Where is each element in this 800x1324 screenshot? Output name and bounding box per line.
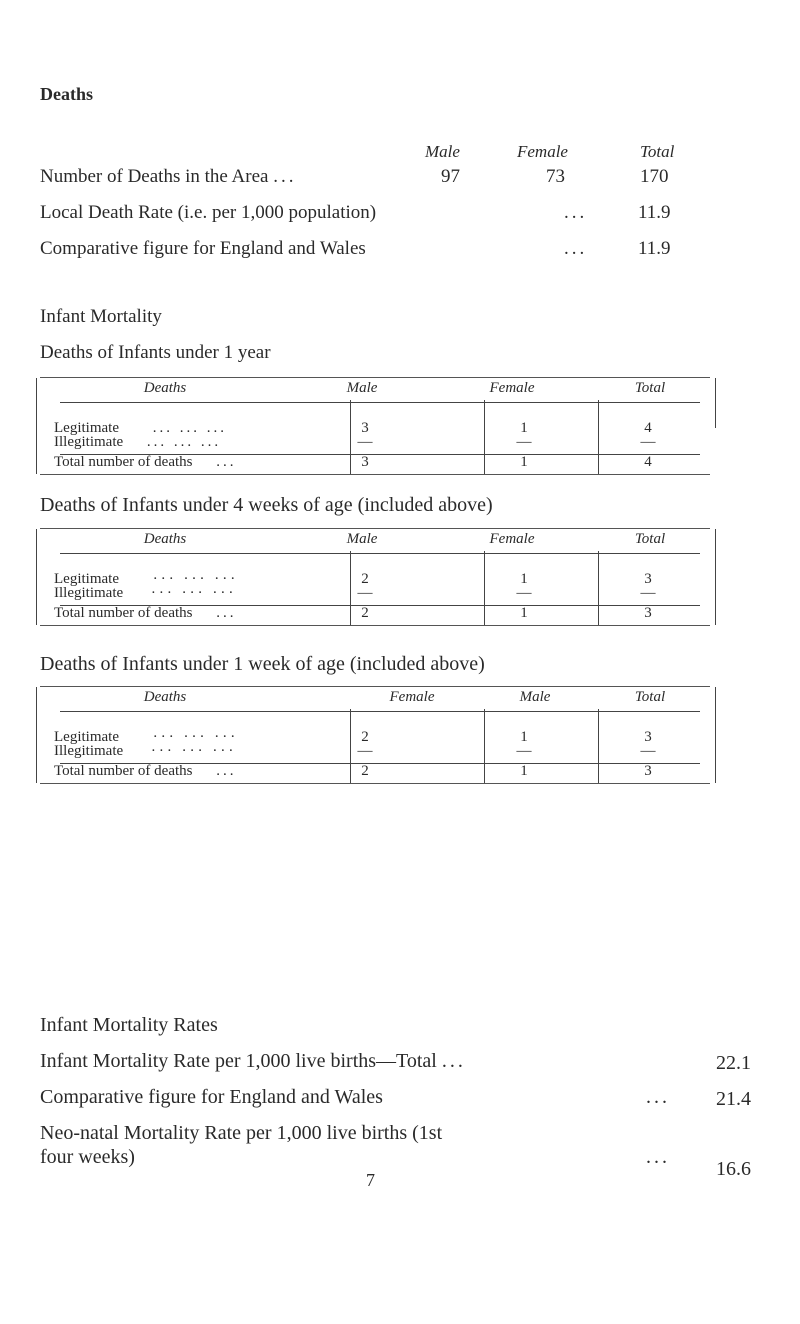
- table-border: [36, 529, 37, 625]
- col-header-male: Male: [346, 531, 378, 547]
- rate-line-infant-mortality: [40, 1050, 466, 1073]
- col-header-deaths: Deaths: [143, 531, 187, 547]
- row-label-total: Total number of deaths ...: [54, 454, 237, 470]
- dot-leader: ...: [646, 1086, 670, 1108]
- infant-mortality-heading: Infant Mortality: [40, 306, 162, 327]
- illegitimate-male: —: [357, 434, 373, 450]
- col-header-total: Total: [634, 689, 666, 705]
- comparative-rate-value: 11.9: [638, 238, 671, 259]
- rate-label: Comparative figure for England and Wales: [40, 1086, 383, 1108]
- rate-value-infant-mortality: 22.1: [716, 1052, 751, 1074]
- table-border: [36, 687, 37, 783]
- total-male: 3: [361, 454, 369, 470]
- page-heading: Deaths: [40, 84, 93, 104]
- rate-label: Infant Mortality Rate per 1,000 live births—Total: [40, 1050, 437, 1072]
- legitimate-male: 3: [361, 420, 369, 436]
- header-rule: [60, 402, 700, 403]
- row-label-legitimate: Legitimate ··· ··· ···: [54, 571, 239, 587]
- dot-leader: ...: [646, 1146, 670, 1168]
- legitimate-total: 4: [644, 420, 652, 436]
- legitimate-male: 1: [520, 729, 528, 745]
- total-female: 1: [520, 605, 528, 621]
- table3-title: Deaths of Infants under 1 week of age (included above): [40, 653, 485, 675]
- table-border: [36, 378, 37, 474]
- illegitimate-total: —: [640, 585, 656, 601]
- summary-row-death-rate: [40, 202, 376, 224]
- col-header-deaths: Deaths: [143, 689, 187, 705]
- row-label-illegitimate: Illegitimate ··· ··· ···: [54, 585, 237, 601]
- rate-label: Neo-natal Mortality Rate per 1,000 live births (1st: [40, 1122, 443, 1144]
- illegitimate-female: —: [516, 434, 532, 450]
- table-infants-under-1-week: [40, 686, 710, 784]
- row-label-total: Total number of deaths ...: [54, 605, 237, 621]
- total-male: 1: [520, 763, 528, 779]
- table-border: [715, 687, 716, 783]
- death-rate-value: 11.9: [638, 202, 671, 223]
- row-label-illegitimate: Illegitimate ... ... ...: [54, 434, 222, 450]
- legitimate-total: 3: [644, 571, 652, 587]
- summary-row-comparative: [40, 238, 366, 260]
- legitimate-female: 2: [361, 729, 369, 745]
- header-rule: [60, 553, 700, 554]
- row-label-total: Total number of deaths ...: [54, 763, 237, 779]
- table-infants-under-4-weeks: [40, 528, 710, 626]
- table1-title: Deaths of Infants under 1 year: [40, 342, 271, 363]
- total-total: 3: [644, 605, 652, 621]
- row-label: Local Death Rate (i.e. per 1,000 population): [40, 202, 377, 223]
- illegitimate-female: —: [516, 585, 532, 601]
- total-female: 1: [520, 454, 528, 470]
- col-header-male: Male: [519, 689, 551, 705]
- total-total: 3: [644, 763, 652, 779]
- rate-label-cont: four weeks): [40, 1146, 135, 1168]
- rate-value-comparative: 21.4: [716, 1088, 751, 1110]
- col-header-female: Female: [489, 380, 535, 396]
- table2-title: Deaths of Infants under 4 weeks of age (included above): [40, 494, 493, 516]
- col-header-total: Total: [634, 380, 666, 396]
- illegitimate-total: —: [640, 434, 656, 450]
- illegitimate-male: —: [516, 743, 532, 759]
- col-header-total: Total: [634, 531, 666, 547]
- total-total: 4: [644, 454, 652, 470]
- col-header-female: Female: [489, 531, 535, 547]
- table-infants-under-1-year: [40, 377, 710, 475]
- header-rule: [60, 711, 700, 712]
- summary-header-female: Female: [517, 142, 568, 161]
- illegitimate-total: —: [640, 743, 656, 759]
- row-label: Comparative figure for England and Wales: [40, 238, 366, 259]
- row-label-legitimate: Legitimate ... ... ...: [54, 420, 227, 436]
- summary-row-deaths: [40, 166, 296, 188]
- row-label-legitimate: Legitimate ··· ··· ···: [54, 729, 239, 745]
- total-female: 2: [361, 763, 369, 779]
- row-label-illegitimate: Illegitimate ··· ··· ···: [54, 743, 237, 759]
- summary-header-total: Total: [640, 142, 675, 161]
- legitimate-female: 1: [520, 571, 528, 587]
- col-header-female: Female: [389, 689, 435, 705]
- table-border: [715, 378, 716, 428]
- rate-line-comparative: [40, 1086, 383, 1109]
- legitimate-total: 3: [644, 729, 652, 745]
- dot-leader: ...: [564, 202, 588, 223]
- rate-line-neonatal: [40, 1122, 442, 1145]
- legitimate-female: 1: [520, 420, 528, 436]
- dot-leader: ...: [273, 166, 297, 187]
- row-label: Number of Deaths in the Area: [40, 166, 269, 187]
- legitimate-male: 2: [361, 571, 369, 587]
- deaths-total-value: 170: [640, 166, 669, 187]
- col-header-deaths: Deaths: [143, 380, 187, 396]
- table-border: [715, 529, 716, 625]
- illegitimate-female: —: [357, 743, 373, 759]
- page-number: 7: [366, 1170, 375, 1190]
- deaths-male-value: 97: [441, 166, 460, 187]
- total-male: 2: [361, 605, 369, 621]
- illegitimate-male: —: [357, 585, 373, 601]
- dot-leader: ...: [564, 238, 588, 259]
- rate-line-neonatal-cont: [40, 1146, 135, 1169]
- dot-leader: ...: [441, 1050, 466, 1072]
- rates-heading: Infant Mortality Rates: [40, 1014, 218, 1036]
- col-header-male: Male: [346, 380, 378, 396]
- deaths-female-value: 73: [546, 166, 565, 187]
- summary-header-male: Male: [425, 142, 460, 161]
- rate-value-neonatal: 16.6: [716, 1158, 751, 1180]
